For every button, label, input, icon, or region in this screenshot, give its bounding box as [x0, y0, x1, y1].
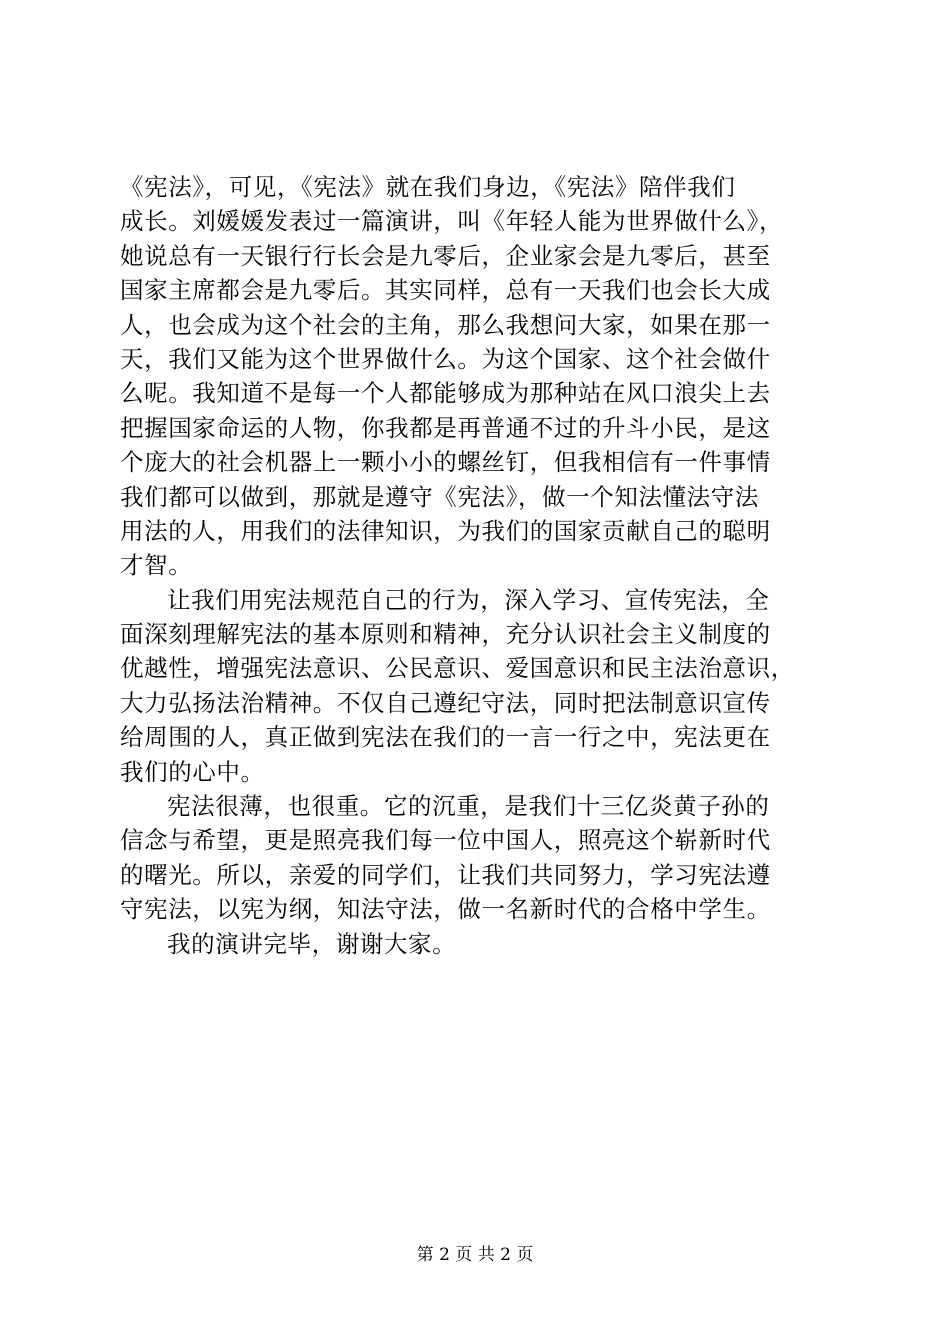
text-line: 信念与希望，更是照亮我们每一位中国人，照亮这个崭新时代 — [120, 826, 771, 855]
text-line: 宪法很薄，也很重。它的沉重，是我们十三亿炎黄子孙的 — [167, 792, 770, 821]
page-number-footer: 第 2 页 共 2 页 — [416, 1245, 534, 1265]
text-line: 么呢。我知道不是每一个人都能够成为那种站在风口浪尖上去 — [120, 379, 771, 408]
text-line: 个庞大的社会机器上一颗小小的螺丝钉，但我相信有一件事情 — [120, 448, 771, 477]
text-line: 才智。 — [120, 551, 193, 580]
text-line: 用法的人，用我们的法律知识，为我们的国家贡献自己的聪明 — [120, 516, 771, 545]
text-line: 人，也会成为这个社会的主角，那么我想问大家，如果在那一 — [120, 310, 771, 339]
text-line: 面深刻理解宪法的基本原则和精神，充分认识社会主义制度的 — [120, 620, 771, 649]
paragraph-study-constitution — [120, 583, 830, 789]
text-line: 她说总有一天银行行长会是九零后，企业家会是九零后，甚至 — [120, 241, 771, 270]
text-line: 守宪法，以宪为纲，知法守法，做一名新时代的合格中学生。 — [120, 895, 771, 924]
text-line: 我们的心中。 — [120, 757, 265, 786]
paragraph-thin-but-heavy — [120, 789, 830, 927]
text-line: 优越性，增强宪法意识、公民意识、爱国意识和民主法治意识， — [120, 654, 795, 683]
text-line: 我的演讲完毕，谢谢大家。 — [167, 929, 457, 958]
text-line: 国家主席都会是九零后。其实同样，总有一天我们也会长大成 — [120, 276, 771, 305]
text-line: 把握国家命运的人物，你我都是再普通不过的升斗小民，是这 — [120, 413, 771, 442]
paragraph-constitution-companion — [120, 170, 830, 583]
text-line: 给周围的人，真正做到宪法在我们的一言一行之中，宪法更在 — [120, 723, 771, 752]
text-line: 我们都可以做到，那就是遵守《宪法》，做一个知法懂法守法 — [120, 482, 759, 511]
paragraph-closing — [120, 927, 830, 961]
speech-body — [120, 170, 830, 961]
text-line: 的曙光。所以，亲爱的同学们，让我们共同努力，学习宪法遵 — [120, 860, 771, 889]
text-line: 成长。刘媛媛发表过一篇演讲，叫《年轻人能为世界做什么》， — [120, 207, 784, 236]
text-line: 大力弘扬法治精神。不仅自己遵纪守法，同时把法制意识宣传 — [120, 688, 771, 717]
text-line: 《宪法》，可见，《宪法》就在我们身边，《宪法》陪伴我们 — [120, 173, 736, 201]
text-line: 让我们用宪法规范自己的行为，深入学习、宣传宪法，全 — [167, 585, 770, 614]
text-line: 天，我们又能为这个世界做什么。为这个国家、这个社会做什 — [120, 344, 771, 373]
